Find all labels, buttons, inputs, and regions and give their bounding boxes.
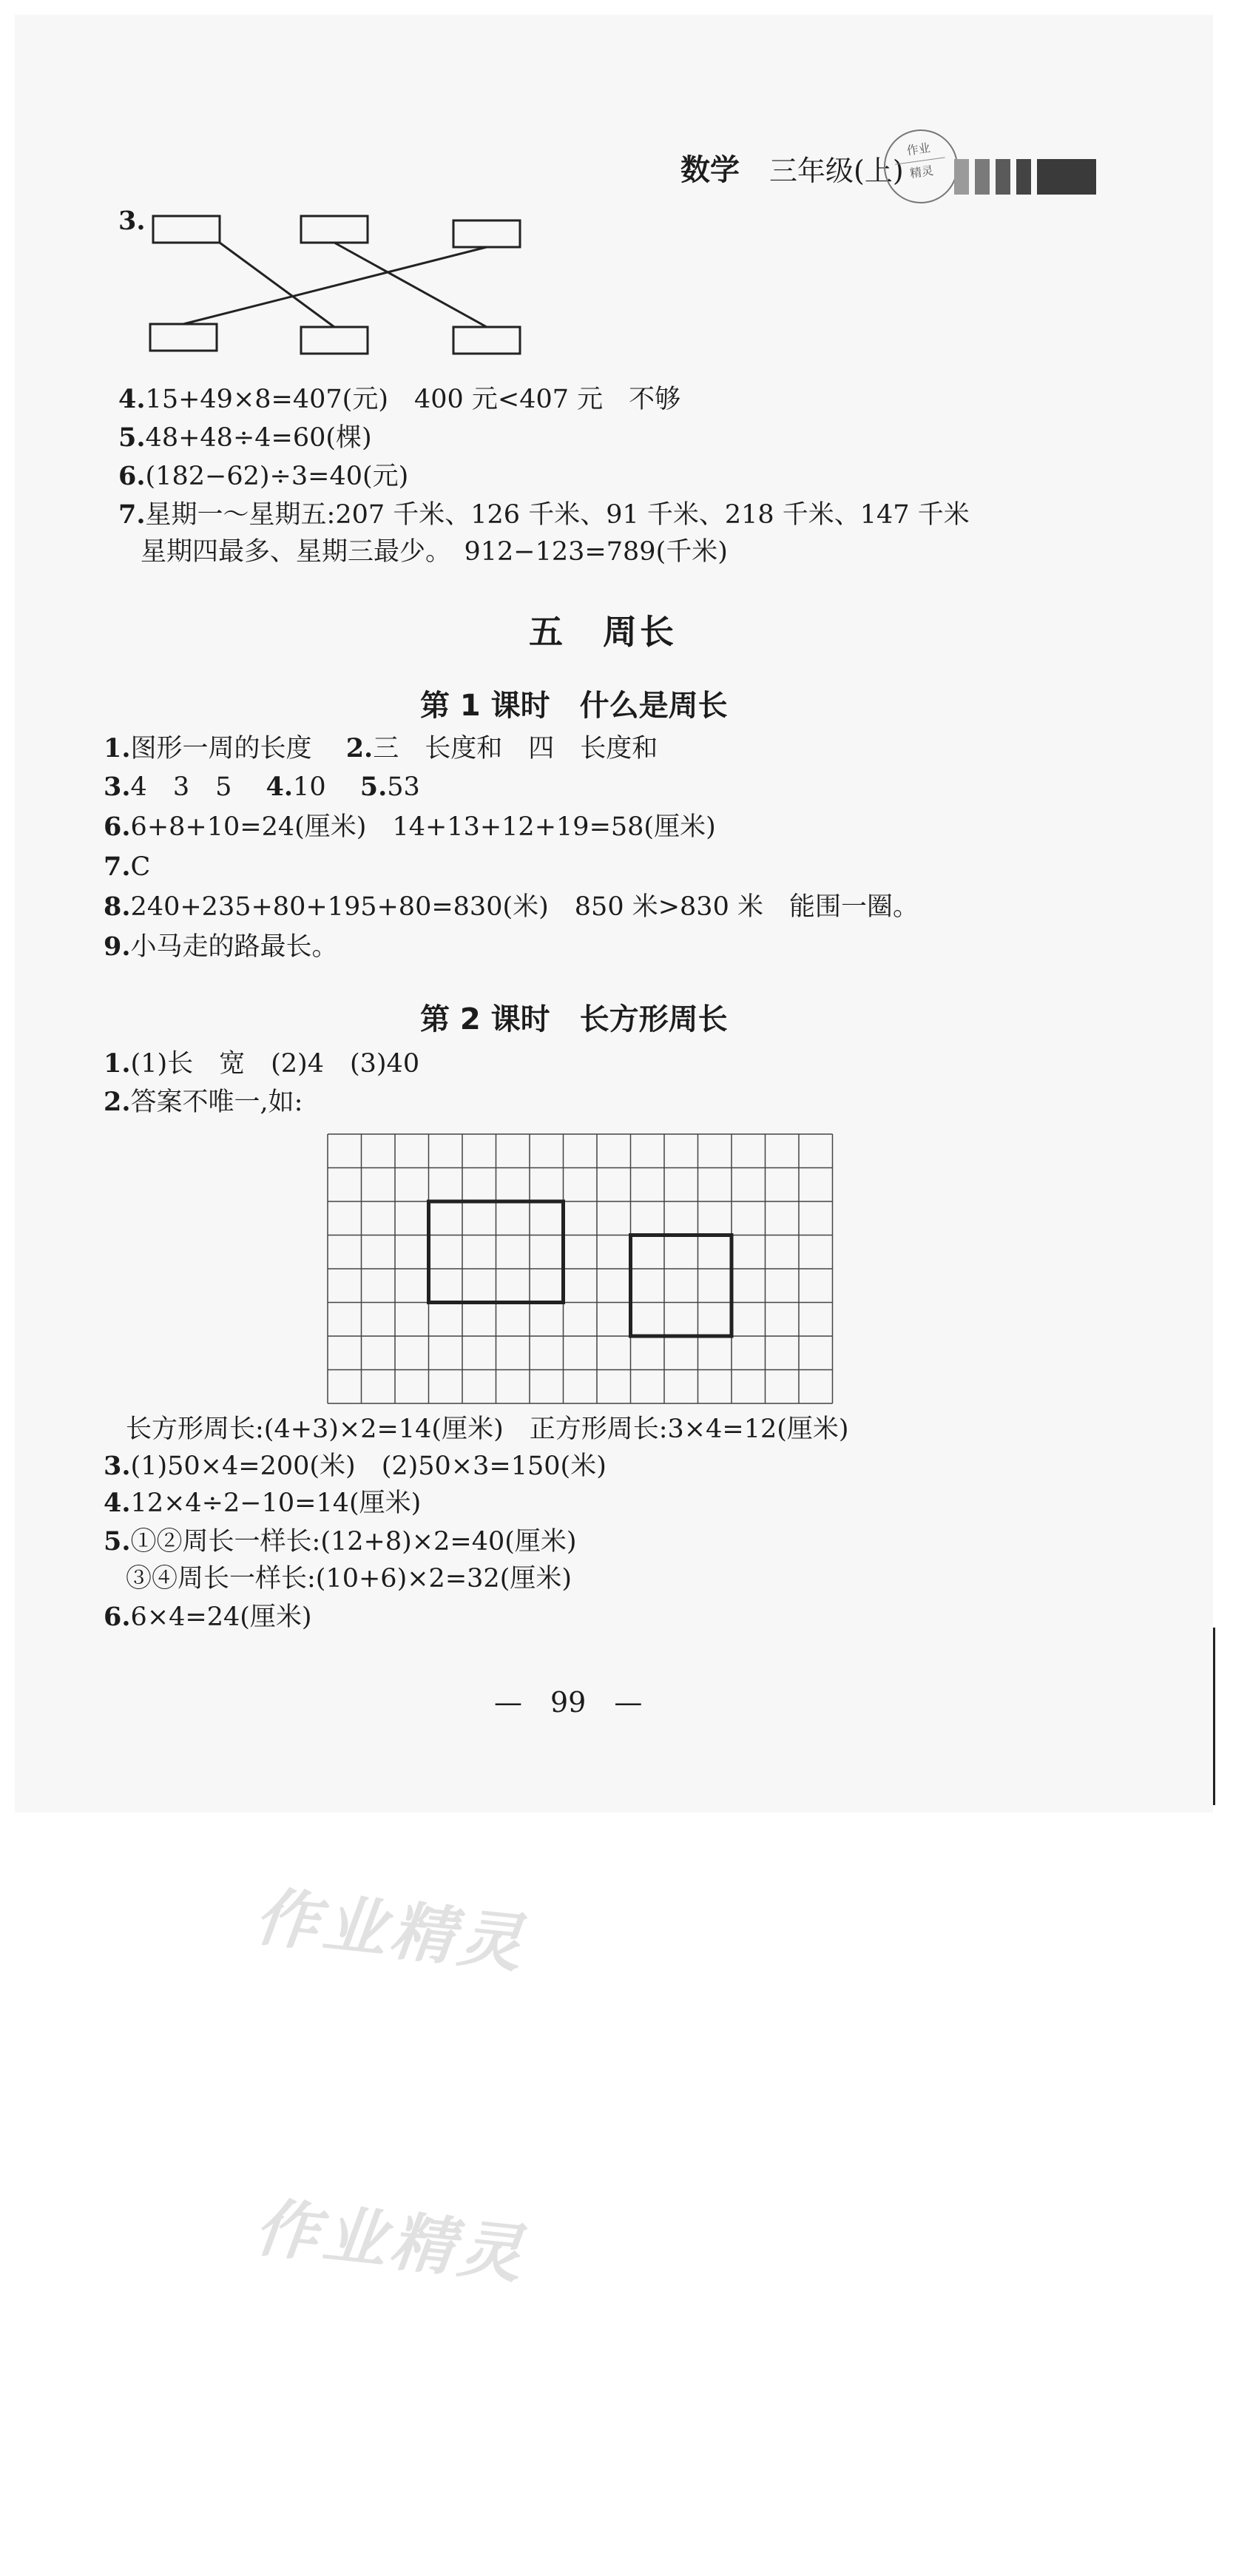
- answer-line: 5.48+48÷4=60(棵): [118, 422, 372, 453]
- page-number: — 99 —: [494, 1686, 643, 1719]
- perimeter-answer: 长方形周长:(4+3)×2=14(厘米) 正方形周长:3×4=12(厘米): [126, 1415, 849, 1444]
- watermark: 作业精灵: [251, 1879, 530, 1982]
- answer-line: 2.答案不唯一,如:: [104, 1087, 303, 1117]
- top-box-1: [153, 216, 220, 243]
- answer-line: 4.12×4÷2−10=14(厘米): [104, 1488, 422, 1518]
- square-grid: [325, 1132, 836, 1413]
- stamp-text-2: 精灵: [908, 163, 935, 181]
- answer-line: 7.星期一～星期五:207 千米、126 千米、91 千米、218 千米、147 千米: [118, 499, 970, 530]
- top-box-3: [453, 220, 520, 247]
- link-line-1: [220, 243, 334, 327]
- answer-line: 1.图形一周的长度 2.三 长度和 四 长度和: [104, 733, 658, 763]
- answer-line-cont: ③④周长一样长:(10+6)×2=32(厘米): [126, 1564, 572, 1594]
- answer-line-cont: 星期四最多、星期三最少。 912−123=789(千米): [141, 537, 728, 567]
- lesson-title: 第 1 课时 什么是周长: [420, 689, 728, 723]
- header-bars: [954, 159, 1096, 195]
- answer-line: 7.C: [104, 852, 151, 882]
- answer-line: 9.小马走的路最长。: [104, 931, 338, 962]
- top-box-2: [301, 216, 368, 243]
- answer-line: 3.(1)50×4=200(米) (2)50×3=150(米): [104, 1451, 607, 1481]
- question-number: 3.: [118, 206, 146, 236]
- answer-line: 4.15+49×8=407(元) 400 元<407 元 不够: [118, 384, 681, 414]
- bottom-box-3: [453, 327, 520, 354]
- answer-line: 8.240+235+80+195+80=830(米) 850 米>830 米 能围一圈。: [104, 891, 919, 922]
- matching-diagram: [144, 207, 544, 370]
- square-shape: [631, 1235, 732, 1337]
- header-grade: 三年级(上): [769, 155, 904, 187]
- header-subject: 数学: [680, 153, 740, 187]
- answer-line: 3.4 3 5 4.10 5.53: [104, 772, 420, 802]
- answer-line: 6.(182−62)÷3=40(元): [118, 461, 409, 491]
- link-line-2: [334, 243, 487, 327]
- answer-line: 6.6+8+10=24(厘米) 14+13+12+19=58(厘米): [104, 812, 716, 842]
- bottom-box-1: [150, 324, 217, 351]
- page-edge-line: [1213, 1628, 1215, 1805]
- stamp-text-1: 作业: [905, 141, 931, 158]
- answer-line: 5.①②周长一样长:(12+8)×2=40(厘米): [104, 1526, 577, 1557]
- answer-line: 6.6×4=24(厘米): [104, 1602, 312, 1632]
- bottom-box-2: [301, 327, 368, 354]
- section-title: 五 周长: [529, 612, 677, 652]
- watermark: 作业精灵: [251, 2190, 530, 2293]
- lesson-title: 第 2 课时 长方形周长: [420, 1002, 728, 1036]
- link-line-3: [183, 247, 487, 324]
- answer-line: 1.(1)长 宽 (2)4 (3)40: [104, 1048, 420, 1079]
